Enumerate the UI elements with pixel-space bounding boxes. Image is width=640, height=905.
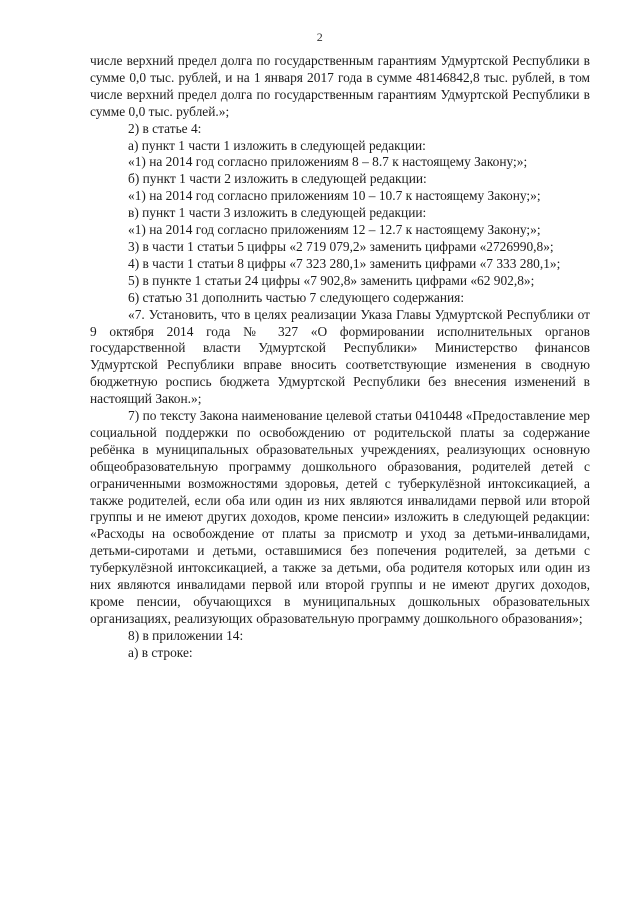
paragraph-11: 5) в пункте 1 статьи 24 цифры «7 902,8» заменить цифрами «62 902,8»; xyxy=(128,272,535,288)
paragraph-14: 7) по тексту Закона наименование целевой статьи 0410448 «Предоставление мер социальной поддержки по освобождению от родительской платы за содержание ребёнка в муниципальных образовательных учреждениях, реализующих основную общеобразовательную программу дошкольного образования, родителей детей с ограниченными возможностями здоровья, детей с туберкулёзной интоксикацией, а также родителей, если оба или один из них являются инвалидами первой или второй группы и не имеют других доходов, кроме пенсии» изложить в следующей редакции: «Расходы на освобождение от платы за присмотр и уход за детьми-инвалидами, детьми-сиротами и детьми, оставшимися без попечения родителей, за детьми с туберкулёзной интоксикацией, а также за детьми, оба родителя которых или один из них являются инвалидами первой или второй группы и не имеют других доходов, кроме пенсии, обучающихся в муниципальных дошкольных образовательных организациях, реализующих образовательную программу дошкольного образования»; xyxy=(90,408,590,626)
paragraph-3: а) пункт 1 части 1 изложить в следующей редакции: xyxy=(128,137,426,153)
paragraph-9: 3) в части 1 статьи 5 цифры «2 719 079,2» заменить цифрами «2726990,8»; xyxy=(128,238,554,254)
paragraph-10: 4) в части 1 статьи 8 цифры «7 323 280,1» заменить цифрами «7 333 280,1»; xyxy=(128,255,561,271)
document-body xyxy=(90,53,590,662)
paragraph-7: в) пункт 1 части 3 изложить в следующей редакции: xyxy=(128,205,427,221)
paragraph-6: «1) на 2014 год согласно приложениям 10 – 10.7 к настоящему Закону;»; xyxy=(128,188,541,204)
paragraph-1: числе верхний предел долга по государственным гарантиям Удмуртской Республики в сумме 0,0 тыс. рублей, и на 1 января 2017 года в сумме 48146842,8 тыс. рублей, в том числе верхний предел долга по государственным гарантиям Удмуртской Республики в сумме 0,0 тыс. рублей.»; xyxy=(90,53,590,119)
paragraph-15: 8) в приложении 14: xyxy=(128,627,244,643)
paragraph-5: б) пункт 1 части 2 изложить в следующей редакции: xyxy=(128,171,427,187)
paragraph-13: «7. Установить, что в целях реализации Указа Главы Удмуртской Республики от 9 октября 2014 года № 327 «О формировании исполнительных органов государственной власти Удмуртской Республики» Министерство финансов Удмуртской Республики вправе вносить соответствующие изменения в сводную бюджетную роспись бюджета Удмуртской Республики без внесения изменений в настоящий Закон.»; xyxy=(90,306,590,407)
paragraph-16: а) в строке: xyxy=(128,644,193,660)
paragraph-4: «1) на 2014 год согласно приложениям 8 – 8.7 к настоящему Закону;»; xyxy=(128,154,528,170)
paragraph-2: 2) в статье 4: xyxy=(128,120,202,136)
paragraph-12: 6) статью 31 дополнить частью 7 следующего содержания: xyxy=(128,289,465,305)
page-number: 2 xyxy=(316,30,324,44)
paragraph-8: «1) на 2014 год согласно приложениям 12 – 12.7 к настоящему Закону;»; xyxy=(128,222,541,238)
